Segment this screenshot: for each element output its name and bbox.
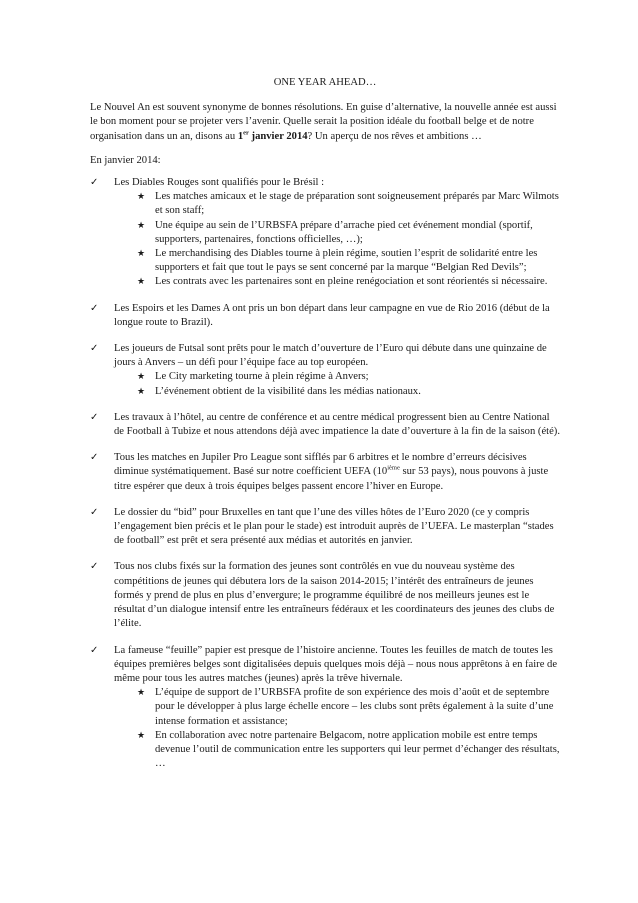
star-icon: ★: [137, 277, 146, 288]
star-icon: ★: [137, 386, 146, 397]
item-text-part: sur 53 pays), nous pouvons à juste titre espérer que deux à trois équipes belges passent encore l’hiver en Europe.: [114, 466, 549, 492]
sub-item: [114, 275, 560, 289]
check-icon: ✓: [90, 177, 99, 189]
list-item-digital-sheets: [90, 644, 560, 772]
intro-paragraph: [90, 101, 560, 144]
objectives-list: [90, 176, 560, 771]
list-item-red-devils: [90, 176, 560, 290]
list-item-youth: [90, 560, 560, 631]
sub-item-text: En collaboration avec notre partenaire Belgacom, notre application mobile est entre temps devenue l’outil de communication entre les supporters qui leur permet d’échanger des résultats, …: [155, 729, 560, 770]
item-text: Les Diables Rouges sont qualifiés pour le Brésil :: [114, 177, 325, 189]
sub-item: [114, 686, 560, 729]
intro-date-suffix: er: [243, 129, 249, 137]
check-icon: ✓: [90, 302, 99, 314]
intro-date-rest: janvier 2014: [248, 130, 308, 142]
sub-item: [114, 385, 560, 399]
intro-date: [238, 131, 308, 142]
ordinal-suffix: ième: [387, 464, 400, 472]
sub-list: [114, 190, 560, 289]
section-heading: En janvier 2014:: [90, 154, 161, 166]
star-icon: ★: [137, 372, 146, 383]
sub-list: [114, 686, 560, 771]
star-icon: ★: [137, 730, 146, 741]
item-text: Les Espoirs et les Dames A ont pris un bon départ dans leur campagne en vue de Rio 2016 (début de la longue route to Brazil).: [114, 302, 550, 328]
star-icon: ★: [137, 220, 146, 231]
list-item-futsal: [90, 342, 560, 399]
sub-item: [114, 190, 560, 218]
sub-item-text: L’équipe de support de l’URBSFA profite de son expérience des mois d’août et de septembre pour le développer à plus large échelle encore – les clubs sont prêts également à la suite d’une intense formation et assistance;: [155, 687, 554, 727]
sub-item-text: Le merchandising des Diables tourne à plein régime, soutien l’esprit de solidarité entre les supporters et fait que tout le pays se sent concerné par la marque “Belgian Red Devils”;: [155, 248, 538, 274]
intro-closing: ? Un aperçu de nos rêves et ambitions …: [307, 130, 482, 142]
intro-date-day: 1: [237, 130, 244, 142]
sub-item-text: Le City marketing tourne à plein régime à Anvers;: [155, 371, 369, 383]
check-icon: ✓: [90, 506, 99, 518]
item-text: Tous nos clubs fixés sur la formation des jeunes sont contrôlés en vue du nouveau système des compétitions de jeunes qui débutera lors de la saison 2014-2015; l’intérêt des entraîneurs de jeunes formés y prend de plus en plus d’envergure; le programme équilibré de nos meilleurs jeunes est le résultat d’un dialogue intensif entre les entraîneurs fédéraux et les coordinateurs des jeunes des clubs de l’élite.: [114, 561, 555, 630]
item-text: La fameuse “feuille” papier est presque de l’histoire ancienne. Toutes les feuilles de match de toutes les équipes premières belges sont digitalisées depuis quelques mois déjà – nous nous apprêtons à en faire de même pour tous les autres matches (jeunes) après la trêve hivernale.: [114, 644, 558, 684]
item-text: [114, 452, 548, 491]
sub-item-text: Une équipe au sein de l’URBSFA prépare d’arrache pied cet événement mondial (sportif, supporters, partenaires, fonctions officielles, …);: [155, 219, 533, 245]
star-icon: ★: [137, 688, 146, 699]
sub-item: [114, 729, 560, 772]
check-icon: ✓: [90, 411, 99, 423]
list-item-tubize: [90, 411, 560, 439]
list-item-pro-league: [90, 451, 560, 494]
star-icon: ★: [137, 249, 146, 260]
item-text: Les joueurs de Futsal sont prêts pour le match d’ouverture de l’Euro qui débute dans une quinzaine de jours à Anvers – un défi pour l’équipe face au top européen.: [114, 343, 547, 369]
intro-text: Le Nouvel An est souvent synonyme de bonnes résolutions. En guise d’alternative, la nouvelle année est aussi le bon moment pour se projeter vers l’avenir. Quelle serait la position idéale du football belge et de notre organisation dans un an, disons au: [90, 102, 557, 142]
sub-item: [114, 370, 560, 384]
item-text: Le dossier du “bid” pour Bruxelles en tant que l’une des villes hôtes de l’Euro 2020 (ce y compris l’engagement bien précis et le plan pour le stade) est introduit auprès de l’UEFA. Le masterplan “stades de football” est prêt et sera présenté aux médias et autorités en janvier.: [114, 506, 554, 547]
check-icon: ✓: [90, 561, 99, 573]
check-icon: ✓: [90, 452, 99, 464]
sub-item-text: Les matches amicaux et le stage de préparation sont soigneusement préparés par Marc Wilmots et son staff;: [155, 191, 559, 217]
list-item-euro-2020: [90, 506, 560, 549]
list-item-espoirs: [90, 302, 560, 330]
check-icon: ✓: [90, 343, 99, 355]
sub-list: [114, 370, 560, 398]
check-icon: ✓: [90, 644, 99, 656]
page-title: ONE YEAR AHEAD…: [273, 77, 377, 88]
sub-item-text: Les contrats avec les partenaires sont en pleine renégociation et sont réorientés si nécessaire.: [155, 276, 548, 288]
star-icon: ★: [137, 192, 146, 203]
item-text-part: Tous les matches en Jupiler Pro League sont sifflés par 6 arbitres et le nombre d’erreurs décisives diminue systématiquement. Basé sur notre coefficient UEFA (10: [114, 452, 527, 478]
sub-item: [114, 247, 560, 275]
item-text: Les travaux à l’hôtel, au centre de conférence et au centre médical progressent bien au Centre National de Football à Tubize et nous attendons déjà avec impatience la date d’ouverture à la fin de la saison (été).: [114, 411, 560, 438]
sub-item: [114, 219, 560, 247]
sub-item-text: L’événement obtient de la visibilité dans les médias nationaux.: [155, 385, 421, 397]
